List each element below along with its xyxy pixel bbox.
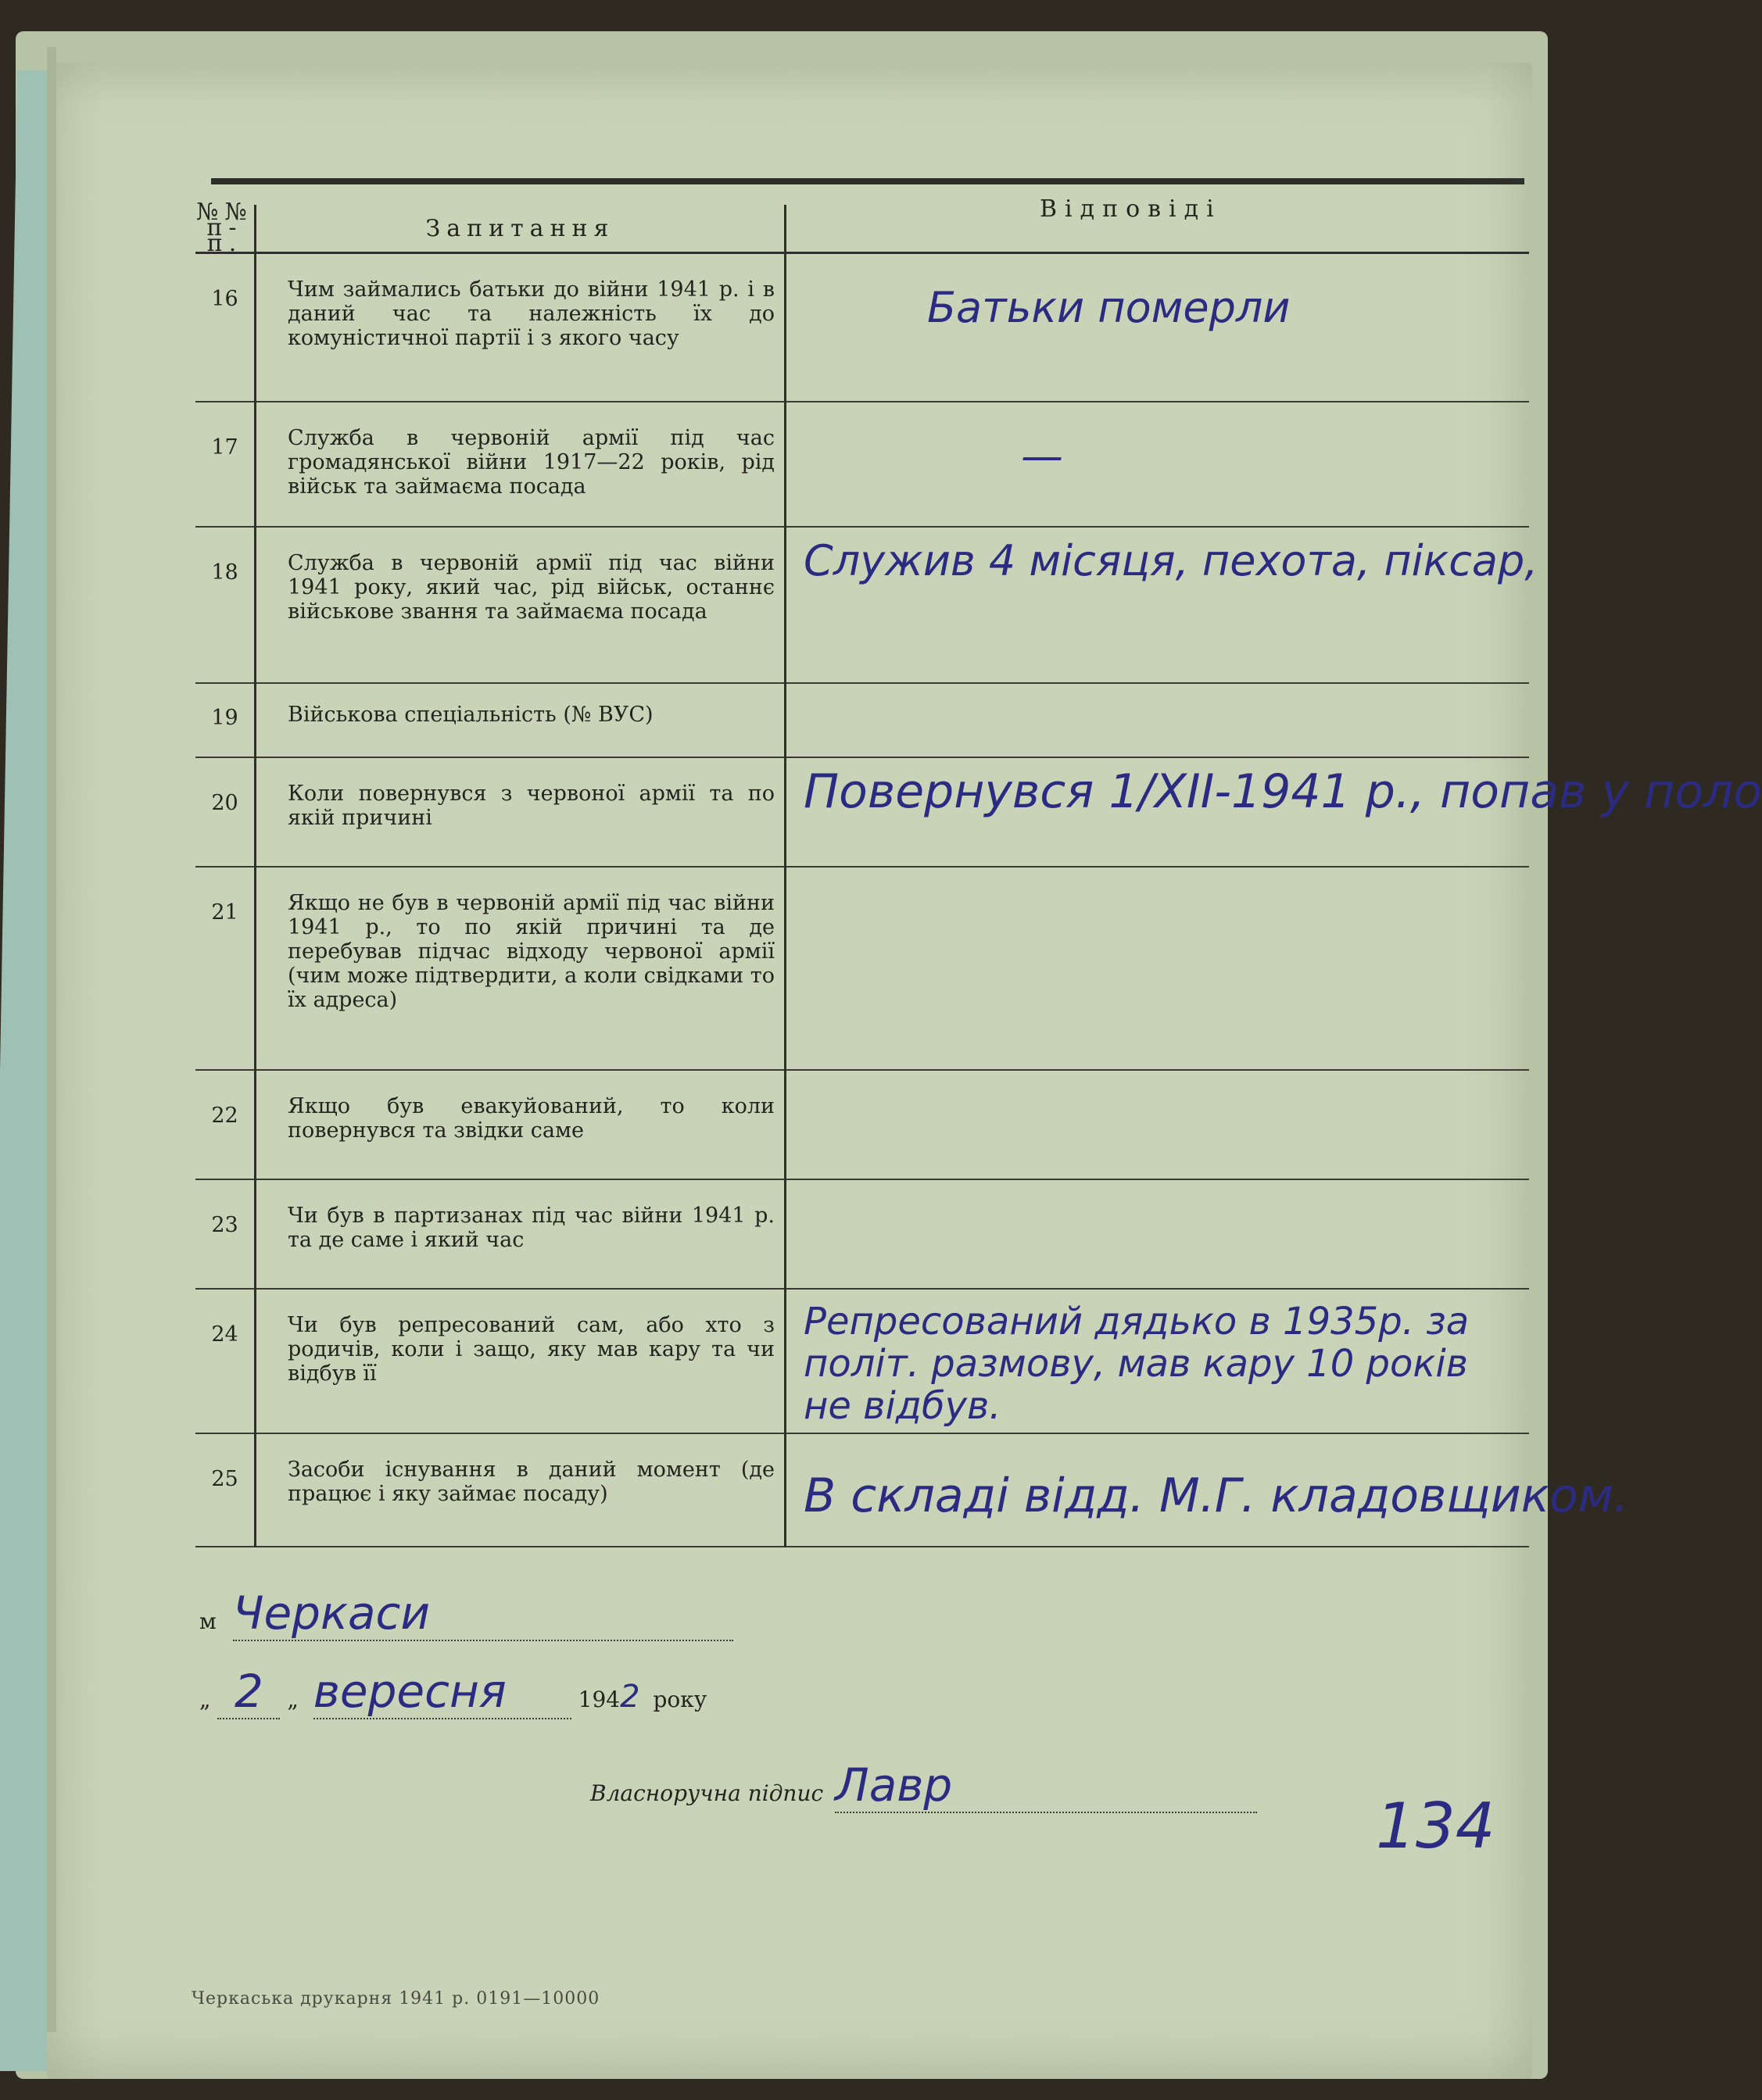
row-number: 25 (195, 1433, 256, 1547)
question-text: Чи був репресований сам, або хто з родичів, коли і защо, яку мав кару та чи відбув її (256, 1289, 786, 1433)
signature-line (590, 1758, 1257, 1813)
answer-column-header (786, 205, 1530, 253)
question-text: Служба в червоній армії під час громадянської війни 1917—22 років, рід військ та займаєма посада (256, 402, 786, 527)
table-row (195, 1179, 1529, 1289)
row-number: 20 (195, 757, 256, 867)
city-line (199, 1587, 733, 1641)
row-number: 21 (195, 867, 256, 1070)
row-number: 24 (195, 1289, 256, 1433)
day-close-quote: „ (287, 1687, 299, 1712)
handwritten-answer: Повернувся 1/XII-1941 р., попав у поло (786, 757, 1530, 867)
handwritten-answer: Батьки померли (786, 253, 1530, 402)
year-handwritten-digit: 2 (620, 1679, 640, 1715)
table-row (195, 867, 1529, 1070)
page-number-mark: 134 (1376, 1790, 1495, 1862)
number-column-header: №№ п-п. (195, 205, 256, 253)
table-row (195, 253, 1529, 402)
table-row (195, 1433, 1529, 1547)
table-row (195, 757, 1529, 867)
row-number: 23 (195, 1179, 256, 1289)
table-row (195, 527, 1529, 683)
handwritten-answer (786, 1070, 1530, 1179)
question-text: Військова спеціальність (№ ВУС) (256, 683, 786, 757)
day-value: 2 (217, 1665, 280, 1719)
question-text: Якщо був евакуйований, то коли повернувся та звідки саме (256, 1070, 786, 1179)
questionnaire-table (195, 199, 1762, 1547)
question-text: Якщо не був в червоній армії під час війни 1941 р., то по якій причині та де перебував підчас відходу червоної армії (чим може підтвердити, а коли свідками то їх адреса) (256, 867, 786, 1070)
question-text: Чи був в партизанах під час війни 1941 р. та де саме і який час (256, 1179, 786, 1289)
table-row (195, 402, 1529, 527)
table-row (195, 1289, 1529, 1433)
printer-imprint: Черкаська друкарня 1941 р. 0191—10000 (192, 1989, 600, 2009)
row-number: 22 (195, 1070, 256, 1179)
question-text: Засоби існування в даний момент (де працює і яку займає посаду) (256, 1433, 786, 1547)
table-row (195, 1070, 1529, 1179)
date-line (199, 1665, 707, 1719)
handwritten-answer (786, 867, 1530, 1070)
city-value: Черкаси (233, 1587, 733, 1641)
handwritten-answer: — (786, 402, 1530, 527)
question-text: Служба в червоній армії під час війни 1941 року, який час, рід військ, останнє військове звання та займаєма посада (256, 527, 786, 683)
question-text: Коли повернувся з червоної армії та по якій причині (256, 757, 786, 867)
day-open-quote: „ (199, 1687, 211, 1712)
year-suffix: року (653, 1687, 707, 1712)
row-number: 18 (195, 527, 256, 683)
row-number: 16 (195, 253, 256, 402)
handwritten-answer: В складі відд. М.Г. кладовщиком. (786, 1433, 1530, 1547)
city-prefix: м (199, 1608, 217, 1634)
question-column-header: Запитання (256, 205, 786, 253)
row-number: 19 (195, 683, 256, 757)
year-printed: 194 (578, 1687, 621, 1712)
row-number: 17 (195, 402, 256, 527)
page-fold (47, 47, 56, 2032)
answers-header: Відповіді (1040, 195, 1222, 223)
handwritten-answer (786, 1179, 1530, 1289)
handwritten-answer (786, 683, 1530, 757)
month-value: вересня (313, 1665, 571, 1719)
question-text: Чим займались батьки до війни 1941 р. і в даний час та належність їх до комуністичної партії і з якого часу (256, 253, 786, 402)
handwritten-answer: Репресований дядько в 1935р. за політ. размову, мав кару 10 років не відбув. (786, 1289, 1530, 1433)
signature-label: Власноручна підпис (590, 1780, 824, 1806)
table-header (195, 205, 1529, 253)
table-row (195, 683, 1529, 757)
signature: Лавр (835, 1758, 1257, 1813)
header-rule (211, 178, 1524, 184)
handwritten-answer: Служив 4 місяця, пехота, піксар, (786, 527, 1530, 683)
